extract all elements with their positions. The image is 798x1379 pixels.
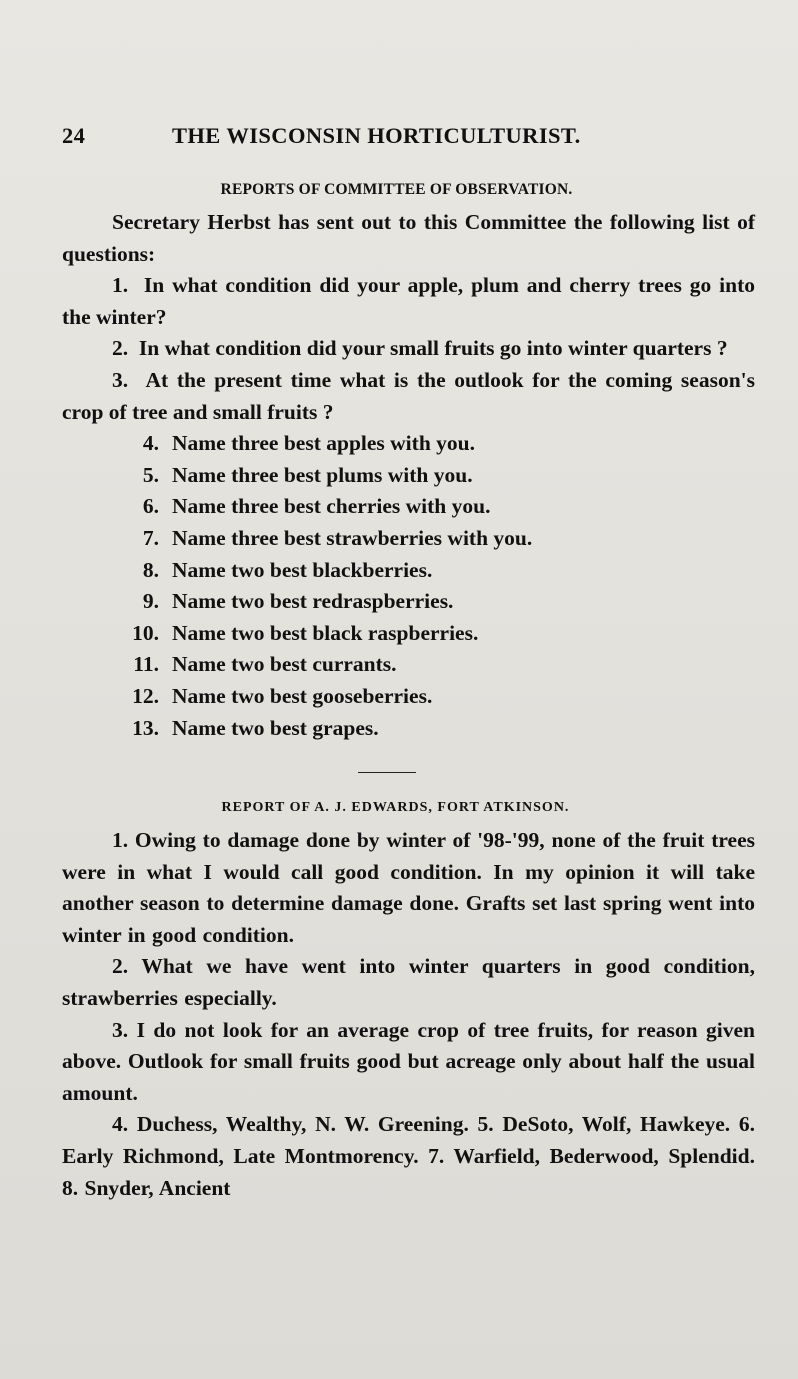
question-number: 7. bbox=[142, 525, 159, 550]
question-text: In what condition did your apple, plum and cherry trees go into the winter? bbox=[62, 273, 755, 329]
running-head: THE WISCONSIN HORTICULTURIST. bbox=[172, 123, 581, 148]
page-number: 24 bbox=[62, 123, 86, 148]
question-item bbox=[62, 270, 755, 333]
question-number: 5. bbox=[142, 462, 159, 487]
answer-paragraph: 2. What we have went into winter quarters in good condition, strawberries especially. bbox=[62, 954, 755, 1011]
answer-paragraph: 3. I do not look for an average crop of tree fruits, for reason given above. Outlook for small fruits good but acreage only about half the usual amount. bbox=[62, 1017, 755, 1105]
question-text: Name two best gooseberries. bbox=[172, 683, 433, 708]
question-text: Name three best cherries with you. bbox=[172, 494, 491, 519]
question-item bbox=[62, 491, 755, 523]
question-number: 6. bbox=[142, 494, 159, 519]
question-item bbox=[62, 555, 755, 587]
question-list bbox=[62, 270, 755, 744]
answer-paragraph: 4. Duchess, Wealthy, N. W. Greening. 5. DeSoto, Wolf, Hawkeye. 6. Early Richmond, Late Montmorency. 7. Warfield, Bederwood, Splendid. 8. Snyder, Ancient bbox=[62, 1112, 755, 1200]
question-number: 1. bbox=[112, 273, 129, 298]
section-divider bbox=[358, 772, 416, 773]
question-number: 4. bbox=[142, 431, 159, 456]
page-header bbox=[62, 119, 755, 153]
question-item bbox=[62, 460, 755, 492]
question-item bbox=[62, 428, 755, 460]
question-number: 3. bbox=[112, 367, 129, 392]
question-number: 8. bbox=[142, 557, 159, 582]
question-number: 13. bbox=[132, 715, 159, 740]
question-text: Name two best grapes. bbox=[172, 715, 379, 740]
section-title: REPORTS OF COMMITTEE OF OBSERVATION. bbox=[220, 181, 573, 198]
question-item bbox=[62, 333, 755, 365]
question-item bbox=[62, 586, 755, 618]
question-text: Name three best plums with you. bbox=[172, 462, 473, 487]
page-content bbox=[62, 119, 755, 1204]
question-text: At the present time what is the outlook for the coming season's crop of tree and small fruits ? bbox=[62, 367, 756, 424]
question-number: 10. bbox=[132, 620, 159, 645]
question-text: Name three best strawberries with you. bbox=[172, 525, 533, 550]
question-item bbox=[62, 681, 755, 713]
question-text: Name two best currants. bbox=[172, 652, 397, 677]
question-number: 9. bbox=[142, 589, 159, 614]
question-text: Name two best black raspberries. bbox=[172, 620, 479, 645]
question-item bbox=[62, 713, 755, 745]
question-text: In what condition did your small fruits go into winter quarters ? bbox=[138, 336, 728, 361]
question-text: Name three best apples with you. bbox=[172, 431, 475, 456]
question-item bbox=[62, 365, 755, 428]
question-text: Name two best blackberries. bbox=[172, 557, 433, 582]
report-title: REPORT OF A. J. EDWARDS, FORT ATKINSON. bbox=[221, 800, 570, 816]
question-number: 2. bbox=[112, 336, 129, 361]
question-text: Name two best redraspberries. bbox=[172, 589, 454, 614]
question-number: 12. bbox=[132, 683, 159, 708]
answer-paragraph: 1. Owing to damage done by winter of '98-'99, none of the fruit trees were in what I would call good condition. In my opinion it will take another season to determine damage done. Grafts set last spring went into winter in good condition. bbox=[62, 828, 755, 947]
question-item bbox=[62, 649, 755, 681]
question-number: 11. bbox=[133, 652, 159, 677]
question-item bbox=[62, 618, 755, 650]
question-item bbox=[62, 523, 755, 555]
intro-paragraph: Secretary Herbst has sent out to this Committee the following list of questions: bbox=[62, 210, 755, 266]
